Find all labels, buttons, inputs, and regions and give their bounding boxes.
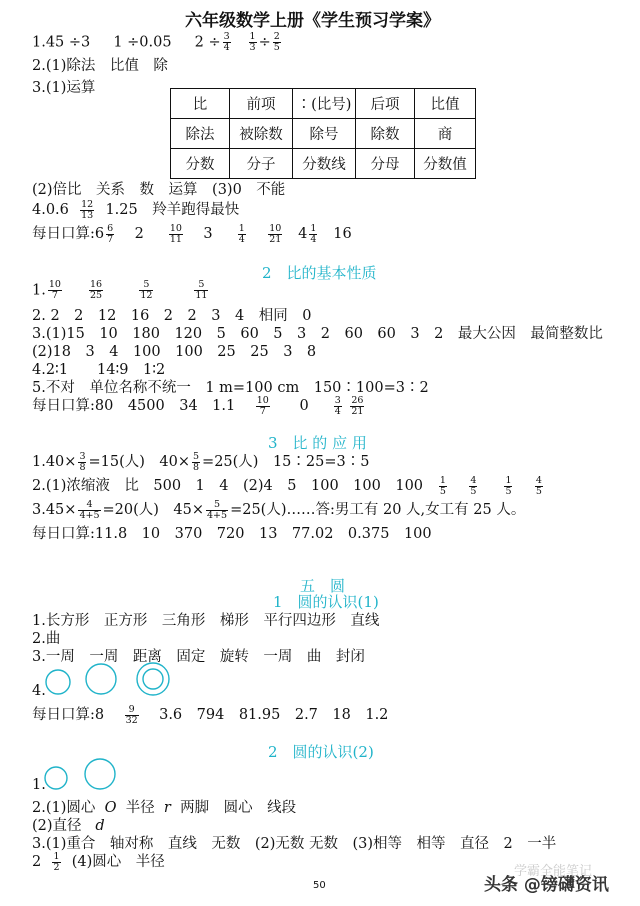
inner-concentric-circle	[143, 669, 163, 689]
answer-line: 2.(1)除法 比值 除	[32, 58, 168, 74]
table-cell: 商	[415, 119, 476, 149]
table-cell: 被除数	[230, 119, 293, 149]
source-watermark: 头条 @镑礴资讯	[484, 875, 609, 895]
answer-line: 每日口算:11.8 10 370 720 13 77.02 0.375 100	[32, 526, 432, 542]
table-cell: 分母	[356, 149, 415, 179]
section-heading: 2 圆的认识(2)	[268, 743, 374, 761]
answer-line: 2.(1)浓缩液 比 500 1 4 (2)4 5 100 100 100 $\frac{1}{5}$ $\frac{4}{5}$ $\frac{1}{5}$ $\frac{4}{5}$	[32, 474, 542, 497]
table-cell: 除数	[356, 119, 415, 149]
answer-line: 4.	[32, 683, 46, 699]
table-cell: 分数线	[293, 149, 356, 179]
table-cell: 比值	[415, 89, 476, 119]
answer-line: 4.0.6 $\frac{12}{13}$ 1.25 羚羊跑得最快	[32, 198, 240, 221]
answer-line: 每日口算:8 $\frac{9}{32}$ 3.6 794 81.95 2.7 18 1.2	[32, 703, 389, 726]
page-title: 六年级数学上册《学生预习学案》	[185, 11, 440, 31]
answer-line: 每日口算:6 $\frac{6}{7}$ 2 $\frac{10}{11}$ 3 $\frac{1}{4}$ $\frac{10}{21}$ 4 $\frac{1}{4}$ 16	[32, 222, 352, 245]
table-cell: 后项	[356, 89, 415, 119]
faint-watermark: 学霸全能笔记	[514, 864, 593, 879]
answer-line: 3.45× $\frac{4}{4+5}$ =20(人) 45× $\frac{5}{4+5}$ =25(人)……答:男工有 20 人,女工有 25 人。	[32, 498, 526, 521]
table-row	[171, 149, 476, 179]
answer-line: 1.40× $\frac{3}{8}$ =15(人) 40× $\frac{5}{8}$ =25(人) 15∶25=3∶5	[32, 450, 370, 473]
answer-line: 3.一周 一周 距离 固定 旋转 一周 曲 封闭	[32, 649, 365, 665]
answer-line: 3.(1)重合 轴对称 直线 无数 (2)无数 无数 (3)相等 相等 直径 2 一半	[32, 836, 557, 852]
table-row	[171, 89, 476, 119]
table-cell: 前项	[230, 89, 293, 119]
answer-line: 2.曲	[32, 631, 61, 647]
circle-drawings	[36, 756, 126, 796]
table-cell: 除法	[171, 119, 230, 149]
section-heading: 3 比 的 应 用	[268, 434, 367, 452]
small-circle	[46, 670, 70, 694]
section-heading: 2 比的基本性质	[262, 264, 377, 282]
answer-line: 3.(1)15 10 180 120 5 60 5 3 2 60 60 3 2 最大公因 最简整数比	[32, 326, 603, 342]
table-cell: 分数值	[415, 149, 476, 179]
ratio-comparison-table	[170, 88, 476, 179]
answer-line: (2)倍比 关系 数 运算 (3)0 不能	[32, 182, 286, 198]
table-cell: ∶(比号)	[293, 89, 356, 119]
answer-line: 4.2∶1 14∶9 1∶2	[32, 362, 166, 378]
small-circle	[45, 767, 67, 789]
answer-line: 1.长方形 正方形 三角形 梯形 平行四边形 直线	[32, 613, 380, 629]
large-circle	[85, 759, 115, 789]
table-cell: 除号	[293, 119, 356, 149]
answer-line: 1.45 ÷3 1 ÷0.05 2 ÷ $\frac{3}{4}$ $\frac{1}{3}$ ÷ $\frac{2}{5}$	[32, 31, 280, 53]
answer-line: 每日口算:80 4500 34 1.1 $\frac{10}{7}$ 0 $\frac{3}{4}$ $\frac{26}{21}$	[32, 394, 364, 417]
answer-line: (2)直径 d	[32, 818, 105, 834]
answer-line: 2.(1)圆心 O 半径 r 两脚 圆心 线段	[32, 800, 297, 816]
answer-line: 3.(1)运算	[32, 80, 96, 96]
medium-circle	[86, 664, 116, 694]
page-number: 50	[313, 880, 326, 891]
answer-line: 2. 2 2 12 16 2 2 3 4 相同 0	[32, 308, 312, 324]
circle-drawings	[36, 662, 186, 702]
table-cell: 分数	[171, 149, 230, 179]
outer-concentric-circle	[137, 663, 169, 695]
answer-line: (2)18 3 4 100 100 25 25 3 8	[32, 344, 317, 360]
answer-line: 1. $\frac{10}{7}$ $\frac{16}{25}$ $\frac{5}{12}$ $\frac{5}{11}$	[32, 279, 208, 301]
answer-line: 5.不对 单位名称不统一 1 m=100 cm 150∶100=3∶2	[32, 380, 429, 396]
answer-line: 2 $\frac{1}{2}$ (4)圆心 半径	[32, 850, 165, 873]
table-cell: 比	[171, 89, 230, 119]
table-cell: 分子	[230, 149, 293, 179]
table-row	[171, 119, 476, 149]
answer-line: 1.	[32, 777, 46, 793]
section-heading: 1 圆的认识(1)	[273, 593, 379, 611]
unit-heading: 五 圆	[300, 577, 346, 595]
